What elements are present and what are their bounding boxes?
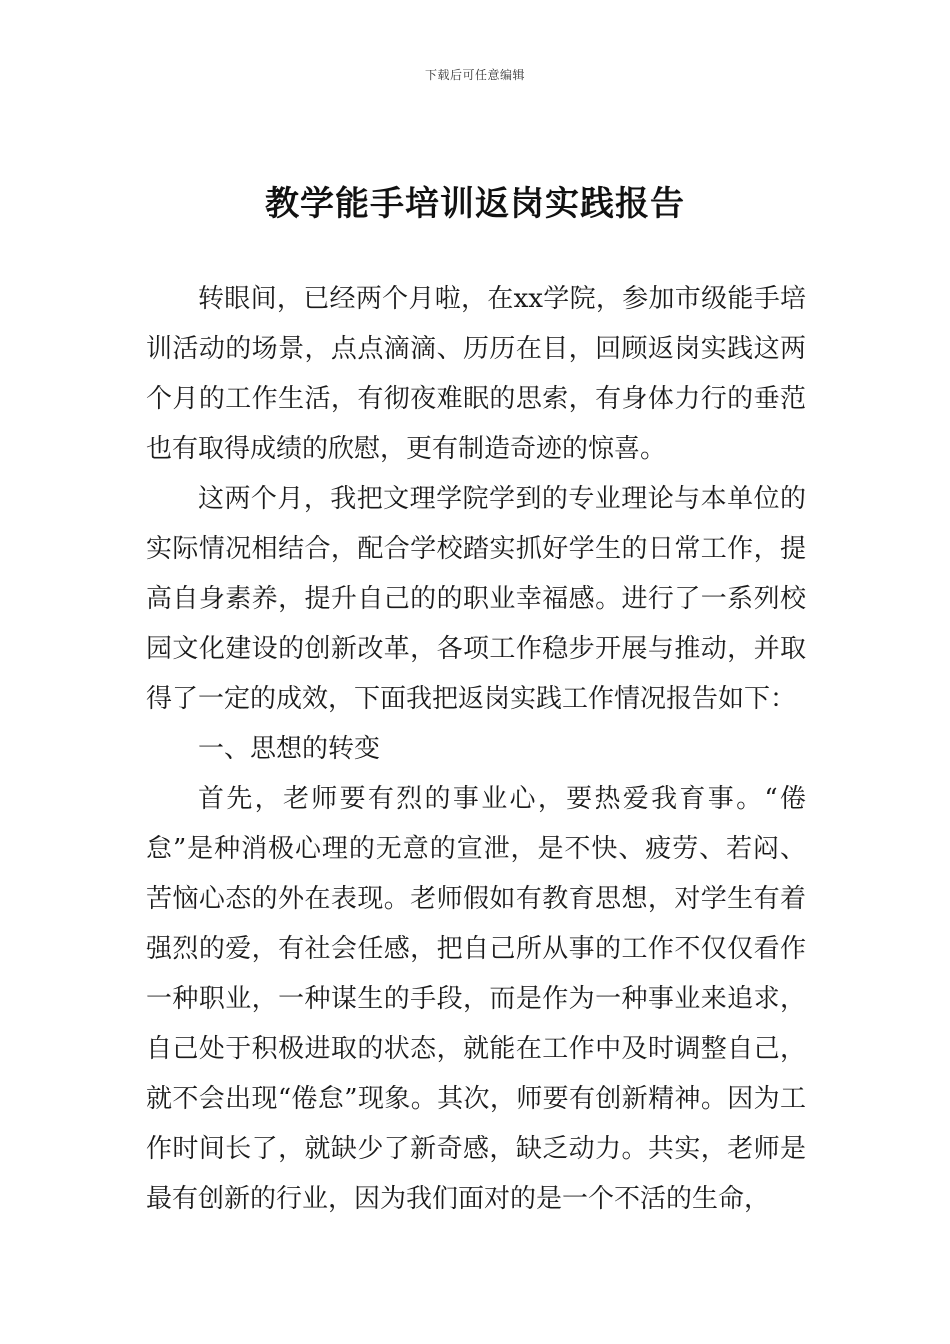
document-title: 教学能手培训返岗实践报告 bbox=[265, 184, 685, 224]
paragraph: 这两个月，我把文理学院学到的专业理论与本单位的实际情况相结合，配合学校踏实抓好学生的日常工作，提高自身素养，提升自己的的职业幸福感。进行了一系列校园文化建设的创新改革，各项工作稳步开展与推动，并取得了一定的成效，下面我把返岗实践工作情况报告如下： bbox=[146, 484, 806, 714]
paragraph: 首先，老师要有烈的事业心，要热爱我育事。“倦怠”是种消极心理的无意的宣泄，是不快、疲劳、若闷、苦恼心态的外在表现。老师假如有教育思想，对学生有着强烈的爱，有社会任感，把自己所从事的工作不仅仅看作一种职业，一种谋生的手段，而是作为一种事业来追求，自己处于积极进取的状态，就能在工作中及时调整自己，就不会出现“倦怠”现象。其次，师要有创新精神。因为工作时间长了，就缺少了新奇感，缺乏动力。共实，老师是最有创新的行业，因为我们面对的是一个不活的生命， bbox=[146, 784, 806, 1214]
header-note: 下载后可任意编辑 bbox=[424, 68, 525, 82]
section-heading: 一、思想的转变 bbox=[198, 734, 381, 764]
document-body bbox=[146, 274, 806, 1224]
paragraph: 转眼间，已经两个月啦，在xx学院，参加市级能手培训活动的场景，点点滴滴、历历在目，回顾返岗实践这两个月的工作生活，有彻夜难眠的思索，有身体力行的垂范也有取得成绩的欣慰，更有制造奇迹的惊喜。 bbox=[146, 284, 806, 464]
